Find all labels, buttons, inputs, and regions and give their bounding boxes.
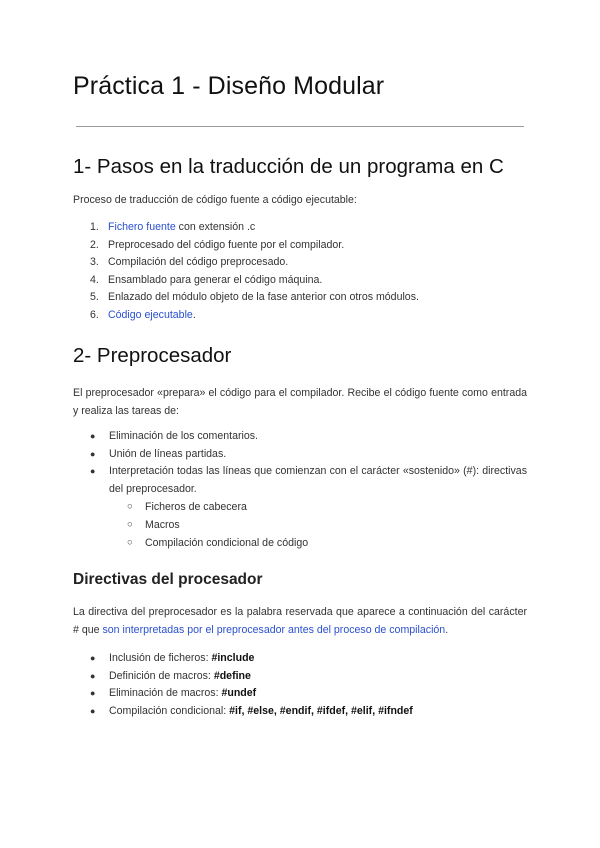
list-item bbox=[73, 289, 527, 307]
section-heading-preprocessor: 2- Preprocesador bbox=[73, 344, 232, 367]
hollow-bullet-icon: ○ bbox=[127, 519, 133, 530]
list-item-text: Eliminación de los comentarios. bbox=[109, 430, 258, 442]
bullet-icon: ● bbox=[90, 653, 96, 663]
directive-label: Definición de macros: bbox=[109, 669, 214, 682]
directive-code: #if, #else, #endif, #ifdef, #elif, #ifndef bbox=[229, 704, 413, 717]
directive-code: #define bbox=[213, 669, 251, 682]
interpretadas-link[interactable]: son interpretadas por el preprocesador antes del proceso de compilación bbox=[102, 624, 446, 636]
section1-intro: Proceso de traducción de código fuente a código ejecutable: bbox=[73, 194, 357, 206]
list-item bbox=[73, 703, 527, 721]
directive-label: Compilación condicional: bbox=[109, 704, 230, 717]
directive-label: Inclusión de ficheros: bbox=[109, 652, 212, 664]
translation-steps-list bbox=[73, 219, 527, 324]
directives-list bbox=[73, 650, 527, 720]
list-item-text: Interpretación todas las líneas que comienzan con el carácter «sostenido» (#): directivas del preprocesador. bbox=[109, 465, 527, 495]
directive-code: #undef bbox=[221, 687, 257, 699]
list-number: 6. bbox=[90, 308, 99, 321]
list-number: 5. bbox=[90, 291, 99, 303]
preprocessor-tasks-list bbox=[73, 428, 527, 552]
list-item-text: Ficheros de cabecera bbox=[145, 501, 247, 513]
list-number: 1. bbox=[90, 221, 99, 233]
list-item-text: Preprocesado del código fuente por el compilador. bbox=[108, 238, 345, 251]
list-number: 4. bbox=[90, 273, 99, 286]
list-number: 3. bbox=[90, 256, 99, 268]
list-item bbox=[73, 237, 527, 255]
section3-intro bbox=[73, 603, 527, 639]
list-item bbox=[109, 516, 527, 534]
section3-intro-text: La directiva del preprocesador es la palabra reservada que aparece a continuación del carácter # que bbox=[73, 606, 527, 636]
fichero-fuente-link[interactable]: Fichero fuente bbox=[108, 221, 176, 233]
hollow-bullet-icon: ○ bbox=[127, 537, 133, 548]
bullet-icon: ● bbox=[90, 688, 96, 698]
list-item bbox=[109, 498, 527, 516]
section3-intro-end: . bbox=[445, 624, 449, 636]
list-item bbox=[73, 254, 527, 272]
bullet-icon: ● bbox=[90, 670, 96, 681]
list-item-text: Compilación del código preprocesado. bbox=[108, 256, 289, 268]
bullet-icon: ● bbox=[90, 466, 96, 476]
directive-label: Eliminación de macros: bbox=[109, 687, 222, 699]
list-item bbox=[73, 307, 527, 325]
list-item-text: con extensión .c bbox=[175, 221, 256, 233]
list-item-text: Ensamblado para generar el código máquina. bbox=[108, 273, 323, 286]
bullet-icon: ● bbox=[90, 705, 96, 716]
section-heading-directives: Directivas del procesador bbox=[73, 571, 263, 588]
title-divider bbox=[76, 126, 524, 127]
list-item bbox=[73, 272, 527, 290]
list-item-text: Compilación condicional de código bbox=[145, 537, 309, 549]
bullet-icon: ● bbox=[90, 431, 96, 441]
preprocessor-subtasks-list bbox=[109, 498, 527, 552]
list-number: 2. bbox=[90, 238, 99, 251]
section-heading-translation: 1- Pasos en la traducción de un programa en C bbox=[73, 155, 504, 178]
list-item bbox=[109, 534, 527, 552]
list-item bbox=[73, 685, 527, 703]
list-item bbox=[73, 668, 527, 686]
list-item-text: Enlazado del módulo objeto de la fase anterior con otros módulos. bbox=[108, 291, 419, 303]
bullet-icon: ● bbox=[90, 448, 96, 459]
codigo-ejecutable-link[interactable]: Código ejecutable bbox=[108, 308, 193, 321]
list-item bbox=[73, 650, 527, 668]
list-item-text: Unión de líneas partidas. bbox=[109, 447, 227, 460]
list-item bbox=[73, 446, 527, 464]
hollow-bullet-icon: ○ bbox=[127, 501, 133, 512]
document-title: Práctica 1 - Diseño Modular bbox=[73, 72, 385, 100]
list-item-text: Macros bbox=[145, 519, 180, 531]
list-item bbox=[73, 463, 527, 552]
list-item bbox=[73, 428, 527, 446]
list-item-text: . bbox=[192, 308, 196, 321]
directive-code: #include bbox=[211, 652, 255, 664]
list-item bbox=[73, 219, 527, 237]
section2-intro: El preprocesador «prepara» el código para el compilador. Recibe el código fuente como entrada y realiza las tareas de: bbox=[73, 387, 527, 417]
